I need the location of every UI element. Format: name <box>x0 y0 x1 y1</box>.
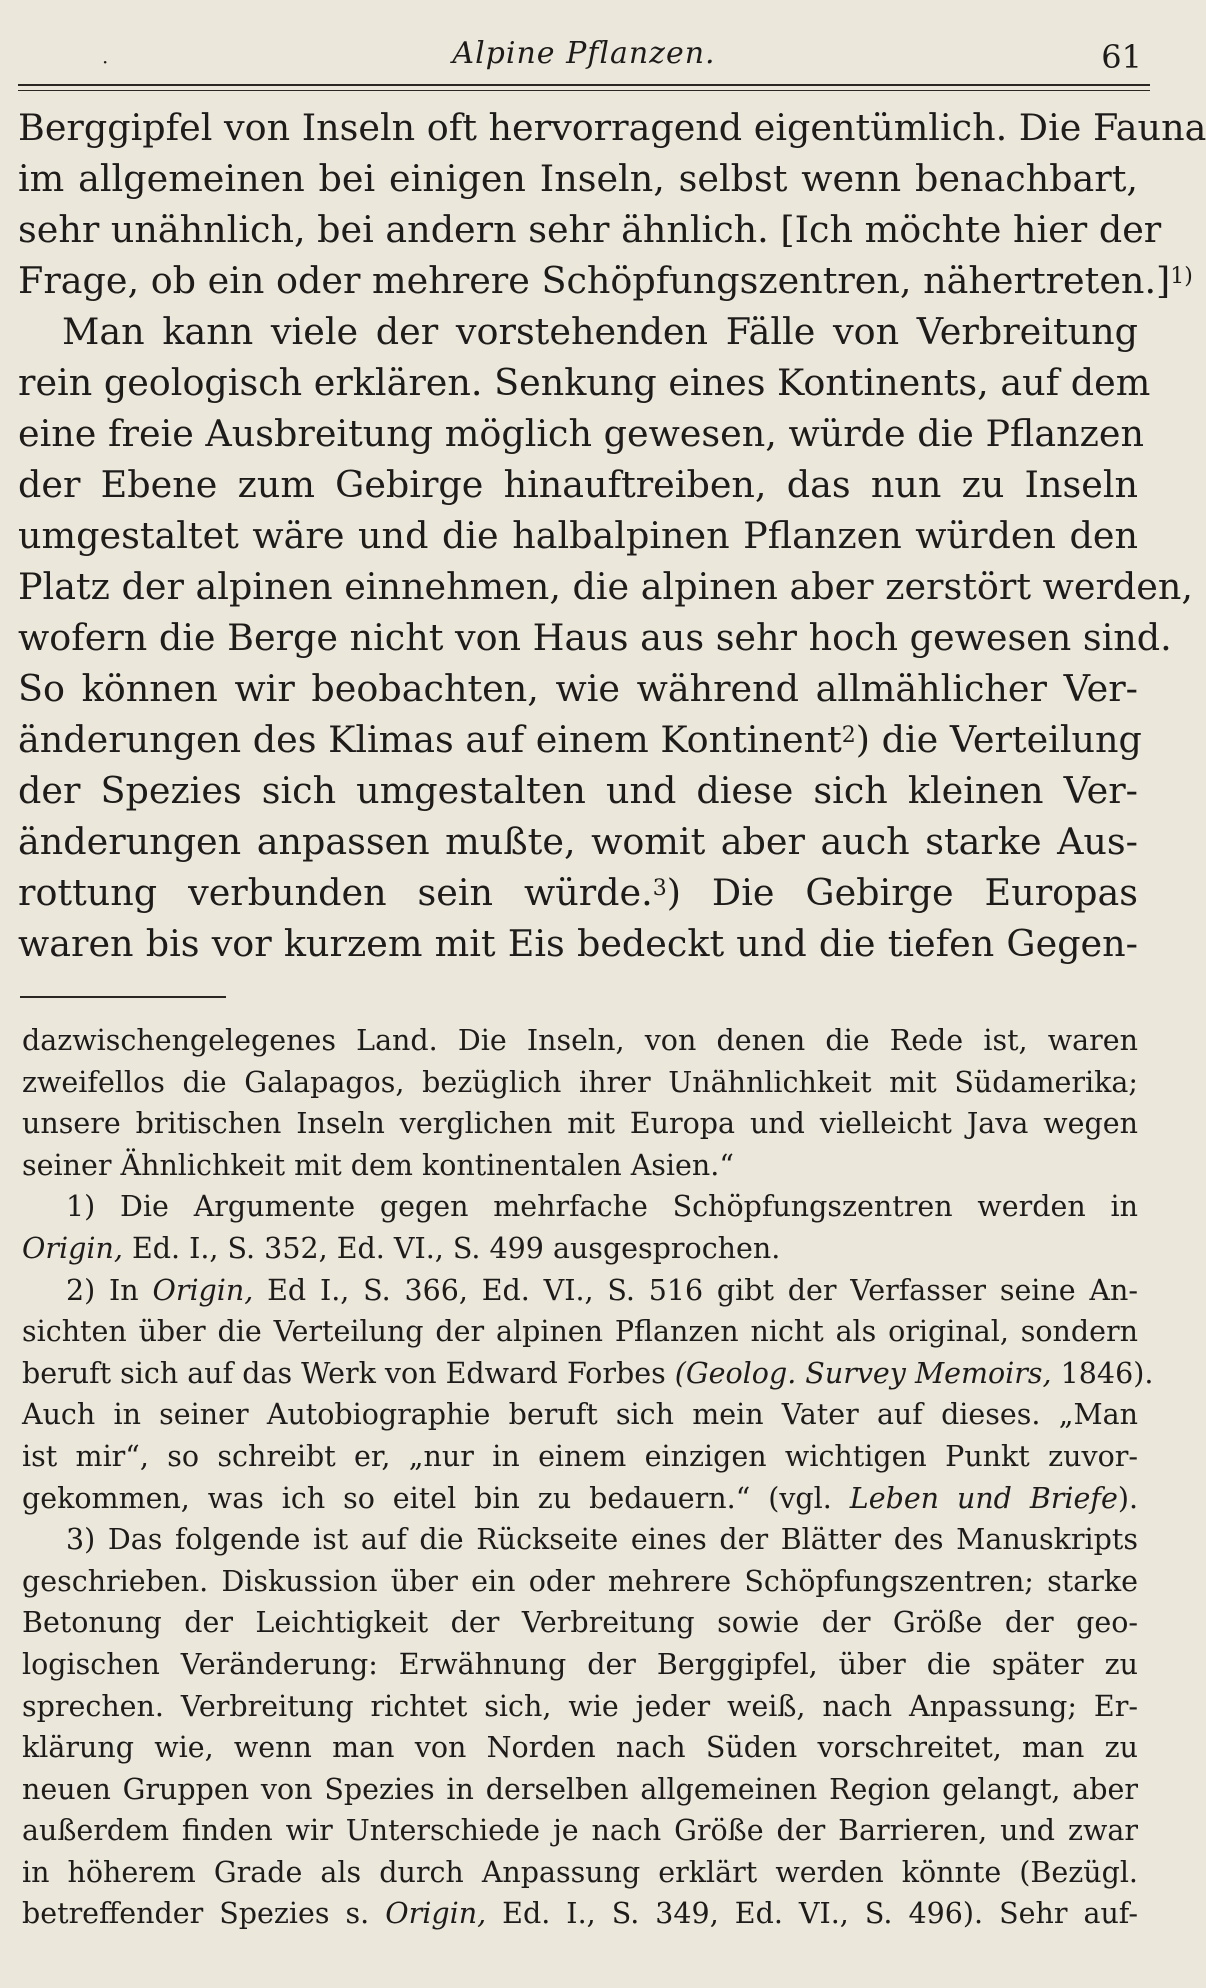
footnote-2: 2) In Origin, Ed I., S. 366, Ed. VI., S. 516 gibt der Verfasser seine An- <box>66 1273 1138 1307</box>
text-line: waren bis vor kurzem mit Eis bedeckt und die tiefen Gegen- <box>18 922 1138 965</box>
footnotes <box>22 1020 1154 1935</box>
header-rule <box>18 84 1150 91</box>
page-header <box>18 30 1150 80</box>
footnote-rule <box>20 996 226 998</box>
text-line: Berggipfel von Inseln oft hervorragend eigentümlich. Die Fauna <box>18 106 1206 149</box>
text-line: umgestaltet wäre und die halbalpinen Pflanzen würden den <box>18 514 1138 557</box>
footnote-ref: 3 <box>652 876 667 901</box>
footnote-line: in höherem Grade als durch Anpassung erklärt werden könnte (Bezügl. <box>22 1855 1138 1889</box>
text-line: sehr unähnlich, bei andern sehr ähnlich. [Ich möchte hier der <box>18 208 1162 251</box>
footnote-line: Betonung der Leichtigkeit der Verbreitung sowie der Größe der geo- <box>22 1606 1138 1640</box>
running-title: Alpine Pflanzen. <box>452 36 716 71</box>
text-line: änderungen anpassen mußte, womit aber auch starke Aus- <box>18 820 1138 863</box>
text-line: änderungen des Klimas auf einem Kontinent$^2$) die Verteilung <box>18 718 1142 761</box>
footnote-line: außerdem finden wir Unterschiede je nach Größe der Barrieren, und zwar <box>22 1814 1138 1848</box>
footnote-1: 1) Die Argumente gegen mehrfache Schöpfungszentren werden in <box>66 1190 1138 1224</box>
footnote-line: Origin, Ed. I., S. 352, Ed. VI., S. 499 ausgesprochen. <box>22 1231 781 1265</box>
footnote-line: Auch in seiner Autobiographie beruft sich mein Vater auf dieses. „Man <box>22 1398 1138 1432</box>
text-line: Platz der alpinen einnehmen, die alpinen aber zerstört werden, <box>18 565 1193 608</box>
footnote-line: betreffender Spezies s. Origin, Ed. I., S. 349, Ed. VI., S. 496). Sehr auf- <box>22 1897 1138 1931</box>
footnote-line: geschrieben. Diskussion über ein oder mehrere Schöpfungszentren; starke <box>22 1564 1138 1598</box>
header-dot: · <box>102 50 109 74</box>
footnote-ref: 1) <box>1170 264 1193 289</box>
footnote-line: dazwischengelegenes Land. Die Inseln, von denen die Rede ist, waren <box>22 1024 1138 1057</box>
text-line: So können wir beobachten, wie während allmählicher Ver- <box>18 667 1138 710</box>
text-line: rein geologisch erklären. Senkung eines Kontinents, auf dem <box>18 361 1151 404</box>
footnote-line: sichten über die Verteilung der alpinen Pflanzen nicht als original, sondern <box>22 1315 1138 1349</box>
main-text <box>18 102 1206 969</box>
text-line: Man kann viele der vorstehenden Fälle von Verbreitung <box>62 310 1138 353</box>
page-number: 61 <box>1101 38 1142 76</box>
footnote-line: unsere britischen Inseln verglichen mit Europa und vielleicht Java wegen <box>22 1107 1138 1141</box>
text-line: Frage, ob ein oder mehrere Schöpfungszentren, nähertreten.]$^{1)}$ <box>18 259 1193 302</box>
footnote-3: 3) Das folgende ist auf die Rückseite eines der Blätter des Manuskripts <box>66 1523 1138 1557</box>
footnote-line: neuen Gruppen von Spezies in derselben allgemeinen Region gelangt, aber <box>22 1772 1138 1806</box>
text-line: eine freie Ausbreitung möglich gewesen, würde die Pflanzen <box>18 412 1144 455</box>
footnote-line: beruft sich auf das Werk von Edward Forbes (Geolog. Survey Memoirs, 1846). <box>22 1356 1154 1390</box>
text-line: der Ebene zum Gebirge hinauftreiben, das nun zu Inseln <box>18 463 1138 506</box>
footnote-line: gekommen, was ich so eitel bin zu bedauern.“ (vgl. Leben und Briefe). <box>22 1481 1139 1515</box>
footnote-line: seiner Ähnlichkeit mit dem kontinentalen Asien.“ <box>22 1148 734 1182</box>
footnote-ref: 2 <box>841 723 856 748</box>
footnote-line: klärung wie, wenn man von Norden nach Süden vorschreitet, man zu <box>22 1731 1138 1765</box>
text-line: der Spezies sich umgestalten und diese sich kleinen Ver- <box>18 769 1138 812</box>
footnote-line: zweifellos die Galapagos, bezüglich ihrer Unähnlichkeit mit Südamerika; <box>22 1065 1138 1099</box>
footnote-line: logischen Veränderung: Erwähnung der Berggipfel, über die später zu <box>22 1647 1138 1681</box>
footnote-line: ist mir“, so schreibt er, „nur in einem einzigen wichtigen Punkt zuvor- <box>22 1439 1138 1473</box>
text-line: rottung verbunden sein würde.$^3$) Die Gebirge Europas <box>18 871 1138 914</box>
text-line: wofern die Berge nicht von Haus aus sehr hoch gewesen sind. <box>18 616 1172 659</box>
footnote-line: sprechen. Verbreitung richtet sich, wie jeder weiß, nach Anpassung; Er- <box>22 1689 1138 1723</box>
text-line: im allgemeinen bei einigen Inseln, selbst wenn benachbart, <box>18 157 1138 200</box>
